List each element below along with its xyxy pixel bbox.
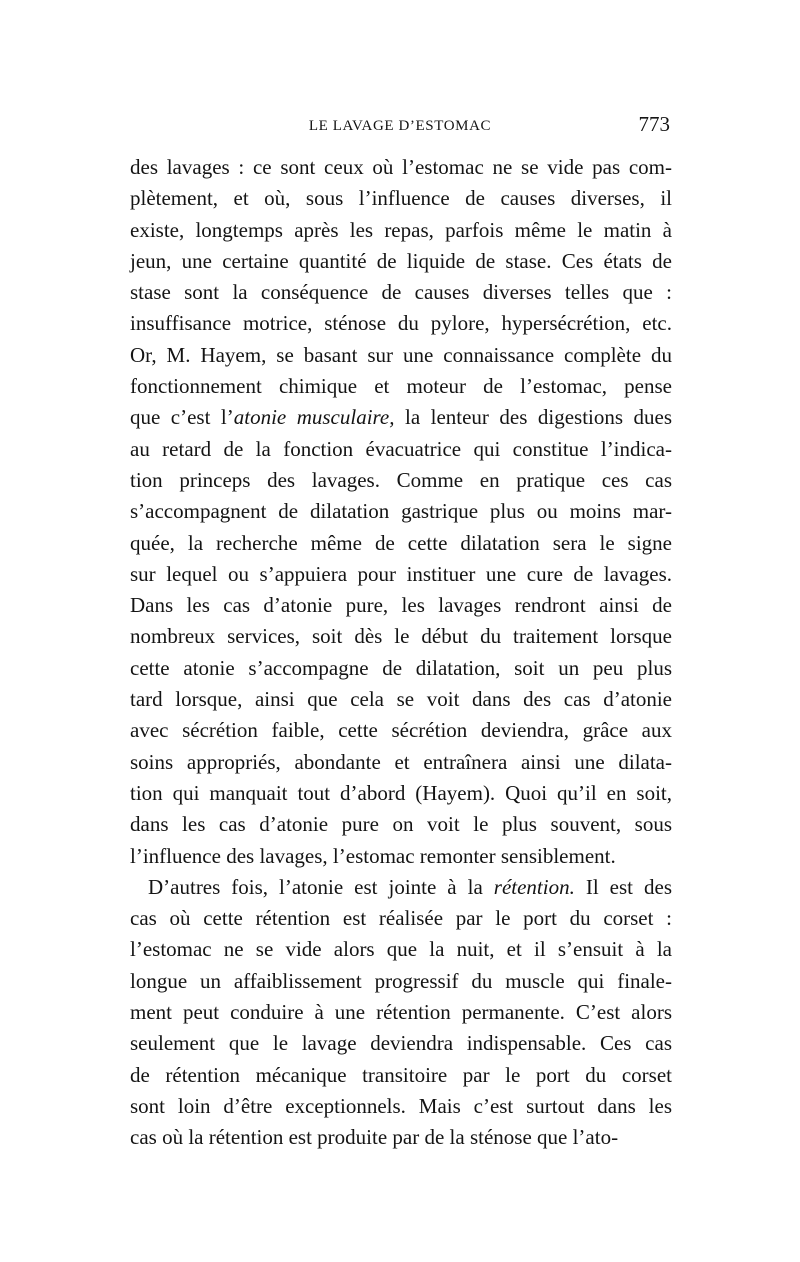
text-line	[130, 809, 672, 840]
text-line	[130, 402, 672, 433]
text-line	[130, 496, 672, 527]
line-text: Dans les cas d’atonie pure, les lavages rendront ainsi de	[130, 593, 672, 618]
text-line	[130, 152, 672, 183]
line-text: cette atonie s’accompagne de dilatation, soit un peu plus	[130, 655, 672, 680]
line-text: au retard de la fonction évacuatrice qui constitue l’indica-	[130, 436, 672, 461]
line-text: de rétention mécanique transitoire par le port du corset	[130, 1062, 672, 1087]
text-line	[130, 841, 672, 872]
text-line	[130, 966, 672, 997]
line-text: tard lorsque, ainsi que cela se voit dans des cas d’atonie	[130, 687, 672, 712]
line-text: Or, M. Hayem, se basant sur une connaissance complète du	[130, 342, 672, 367]
line-text: jeun, une certaine quantité de liquide de stase. Ces états de	[130, 248, 672, 273]
line-text: cas où cette rétention est réalisée par le port du corset :	[130, 906, 672, 931]
line-text: stase sont la conséquence de causes diverses telles que :	[130, 280, 672, 305]
line-text: nombreux services, soit dès le début du traitement lorsque	[130, 624, 672, 649]
text-line	[130, 434, 672, 465]
text-line	[130, 215, 672, 246]
text-line	[130, 246, 672, 277]
line-text: plètement, et où, sous l’influence de causes diverses, il	[130, 186, 672, 211]
line-text: tion qui manquait tout d’abord (Hayem). Quoi qu’il en soit,	[130, 780, 672, 805]
text-line	[130, 684, 672, 715]
line-text: ment peut conduire à une rétention permanente. C’est alors	[130, 1000, 672, 1025]
paragraph	[130, 872, 672, 1154]
text-line	[130, 1060, 672, 1091]
line-text: l’estomac ne se vide alors que la nuit, et il s’ensuit à la	[130, 937, 672, 962]
line-text: la lenteur des digestions dues	[394, 405, 673, 430]
body-text	[130, 152, 672, 1154]
text-line	[130, 308, 672, 339]
text-line	[130, 590, 672, 621]
line-text: cas où la rétention est produite par de la sténose que l’ato-	[130, 1125, 619, 1150]
text-line	[130, 653, 672, 684]
italic-text: rétention.	[493, 874, 575, 899]
text-line	[130, 340, 672, 371]
running-title: LE LAVAGE D’ESTOMAC	[308, 118, 492, 134]
line-text: quée, la recherche même de cette dilatation sera le signe	[130, 530, 672, 555]
text-line	[130, 183, 672, 214]
line-text: avec sécrétion faible, cette sécrétion deviendra, grâce aux	[130, 718, 672, 743]
text-line	[130, 903, 672, 934]
page-number: 773	[638, 112, 670, 136]
text-line	[130, 465, 672, 496]
text-line	[130, 715, 672, 746]
text-line	[130, 934, 672, 965]
line-text: Il est des	[574, 874, 672, 899]
line-text: dans les cas d’atonie pure on voit le plus souvent, sous	[130, 812, 672, 837]
text-line	[130, 528, 672, 559]
line-text: fonctionnement chimique et moteur de l’estomac, pense	[130, 374, 672, 399]
text-line	[130, 371, 672, 402]
paragraph	[130, 152, 672, 872]
text-line	[130, 277, 672, 308]
line-text: des lavages : ce sont ceux où l’estomac ne se vide pas com-	[130, 155, 672, 179]
text-line	[130, 747, 672, 778]
text-line	[130, 1091, 672, 1122]
line-text: soins appropriés, abondante et entraînera ainsi une dilata-	[130, 749, 672, 774]
text-line	[130, 997, 672, 1028]
text-line	[130, 1028, 672, 1059]
line-text: existe, longtemps après les repas, parfois même le matin à	[130, 217, 672, 242]
line-text: s’accompagnent de dilatation gastrique plus ou moins mar-	[130, 499, 672, 524]
line-text: insuffisance motrice, sténose du pylore, hypersécrétion, etc.	[130, 311, 672, 336]
text-line	[130, 559, 672, 590]
text-line	[130, 1122, 672, 1153]
line-text: sur lequel ou s’appuiera pour instituer une cure de lavages.	[130, 561, 672, 586]
line-text: sont loin d’être exceptionnels. Mais c’est surtout dans les	[130, 1093, 672, 1118]
line-text: l’influence des lavages, l’estomac remonter sensiblement.	[130, 843, 616, 868]
text-line	[130, 621, 672, 652]
line-text: D’autres fois, l’atonie est jointe à la	[148, 874, 494, 899]
line-text: tion princeps des lavages. Comme en pratique ces cas	[130, 467, 672, 492]
line-text: que c’est l’	[130, 405, 234, 430]
italic-text: atonie musculaire,	[233, 405, 395, 430]
running-head	[130, 112, 670, 142]
line-text: longue un affaiblissement progressif du muscle qui finale-	[130, 968, 672, 993]
text-line	[130, 872, 672, 903]
line-text: seulement que le lavage deviendra indispensable. Ces cas	[130, 1031, 672, 1056]
text-line	[130, 778, 672, 809]
